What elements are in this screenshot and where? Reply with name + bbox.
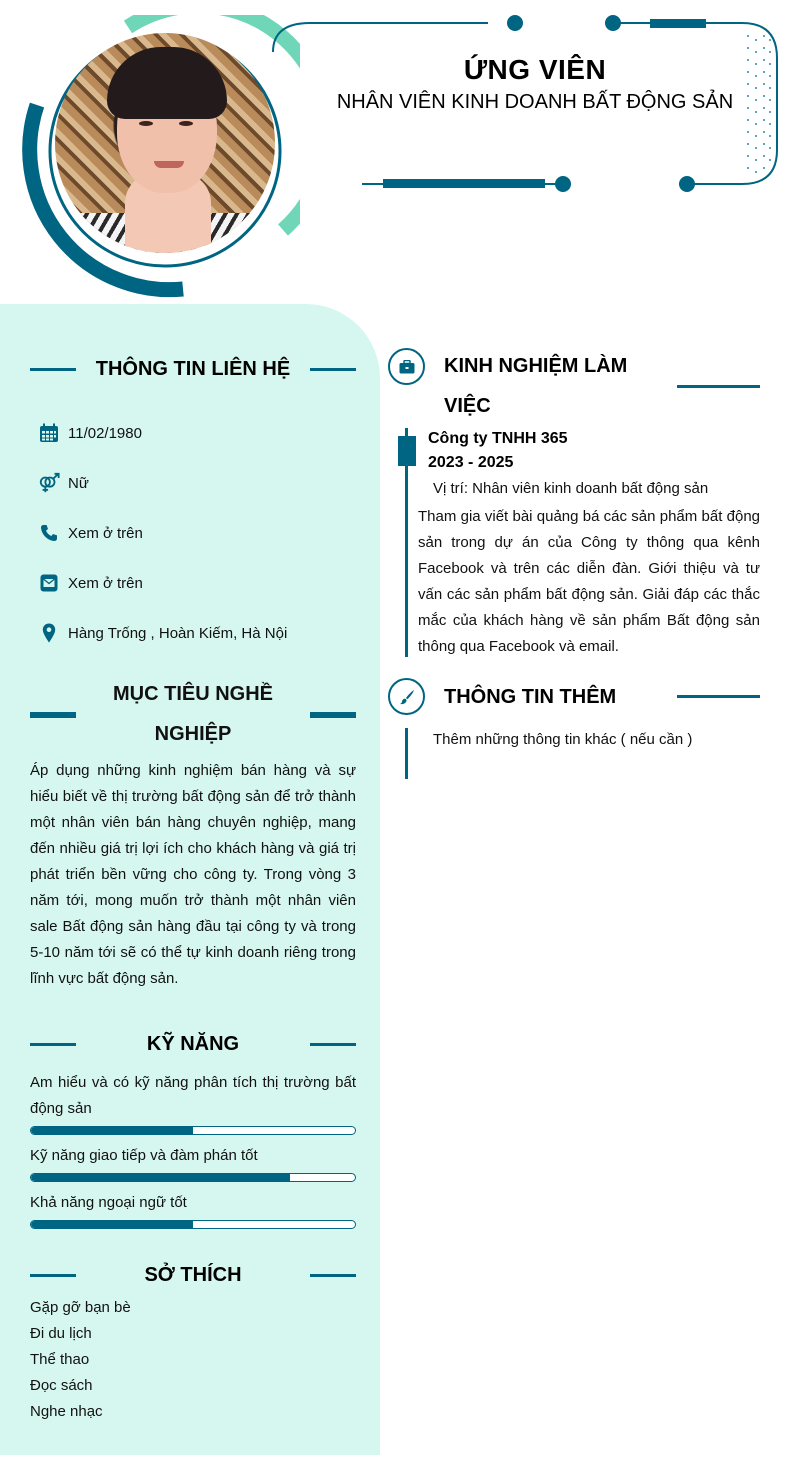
skill-label: Am hiểu và có kỹ năng phân tích thị trường bất động sản [30, 1074, 356, 1117]
heading-rule [310, 1043, 356, 1046]
heading-rule [30, 368, 76, 371]
job-period: 2023 - 2025 [428, 454, 514, 471]
contact-value: Xem ở trên [68, 574, 143, 592]
brush-icon [388, 678, 425, 715]
phone-icon [38, 522, 60, 544]
skills-heading [30, 1024, 356, 1064]
objective-text: Áp dụng những kinh nghiệm bán hàng và sự hiểu biết về thị trường bất động sản để trở thành một nhân viên bán hàng chuyên nghiệp, mang đến nhiều giá trị lợi ích cho khách hàng và giá trị phát triển bền vững cho công ty. Trong vòng 3 năm tới, mong muốn trở thành một nhân viên sale Bất động sản hàng đầu tại công ty và trong 5-10 năm tới sẽ có thể tự kinh doanh riêng trong lĩnh vực bất động sản. [30, 762, 356, 987]
contact-item-phone [38, 508, 368, 558]
contact-list [38, 408, 368, 658]
skill-label: Khả năng ngoại ngữ tốt [30, 1194, 187, 1211]
hobbies-list [30, 1295, 356, 1425]
contact-value: 11/02/1980 [68, 424, 142, 442]
skills-list [30, 1070, 356, 1237]
avatar-frame [15, 15, 300, 300]
hobby-item: Đọc sách [30, 1377, 93, 1394]
contact-heading [30, 349, 356, 389]
skill-progress-bar [30, 1173, 356, 1182]
contact-value: Xem ở trên [68, 524, 143, 542]
heading-rules [30, 712, 356, 718]
job-company: Công ty TNHH 365 [428, 430, 568, 447]
hobby-item: Thể thao [30, 1351, 90, 1368]
briefcase-icon [388, 348, 425, 385]
heading-rule [677, 695, 760, 698]
job-entry [418, 426, 760, 660]
avatar-photo [55, 33, 275, 253]
contact-item-birthdate [38, 408, 368, 458]
heading-rule [677, 385, 760, 388]
experience-heading-line2: VIỆC [444, 395, 491, 417]
job-description: Tham gia viết bài quảng bá các sản phẩm bất động sản trong dự án của Công ty thông qua kênh Facebook và trên các diễn đàn. Giới thiệu và tư vấn các sản phẩm bất động sản. Giải đáp các thắc mắc của khách hàng về sản phẩm Bất động sản thông qua Facebook và email. [418, 508, 760, 655]
contact-item-email [38, 558, 368, 608]
extra-heading-text: THÔNG TIN THÊM [444, 686, 617, 708]
skill-item [30, 1070, 356, 1135]
experience-heading-line1: KINH NGHIỆM LÀM [444, 355, 628, 377]
calendar-icon [38, 422, 60, 444]
objective-heading-line2: NGHIỆP [154, 723, 232, 745]
skill-progress-fill [31, 1127, 193, 1134]
skill-progress-bar [30, 1126, 356, 1135]
skill-progress-fill [31, 1174, 290, 1181]
location-icon [38, 622, 60, 644]
skill-item [30, 1190, 356, 1229]
skill-progress-bar [30, 1220, 356, 1229]
skill-label: Kỹ năng giao tiếp và đàm phán tốt [30, 1147, 258, 1164]
cv-header [0, 0, 800, 300]
heading-rule [30, 1274, 76, 1277]
skill-progress-fill [31, 1221, 193, 1228]
candidate-name: ỨNG VIÊN [463, 54, 607, 85]
contact-heading-text: THÔNG TIN LIÊN HỆ [95, 358, 291, 380]
job-position: Vị trí: Nhân viên kinh doanh bất động sản [433, 480, 709, 497]
contact-item-address [38, 608, 368, 658]
contact-item-gender [38, 458, 368, 508]
heading-rule [310, 1274, 356, 1277]
gender-icon [38, 472, 60, 494]
heading-rule [310, 368, 356, 371]
extra-text: Thêm những thông tin khác ( nếu cần ) [433, 731, 693, 748]
hobby-item: Nghe nhạc [30, 1403, 103, 1420]
skills-heading-text: KỸ NĂNG [146, 1033, 240, 1055]
heading-rule [30, 1043, 76, 1046]
hobby-item: Đi du lịch [30, 1325, 92, 1342]
contact-value: Hàng Trống , Hoàn Kiếm, Hà Nội [68, 624, 288, 642]
objective-heading [30, 674, 356, 754]
contact-value: Nữ [68, 474, 89, 492]
timeline-line [405, 728, 408, 779]
timeline-marker [398, 436, 416, 466]
objective-heading-line1: MỤC TIÊU NGHỀ [113, 683, 273, 705]
hobby-item: Gặp gỡ bạn bè [30, 1299, 131, 1316]
hobbies-heading-text: SỞ THÍCH [144, 1264, 242, 1286]
hobbies-heading [30, 1255, 356, 1295]
job-title: NHÂN VIÊN KINH DOANH BẤT ĐỘNG SẢN [336, 91, 734, 113]
skill-item [30, 1143, 356, 1182]
email-icon [38, 572, 60, 594]
